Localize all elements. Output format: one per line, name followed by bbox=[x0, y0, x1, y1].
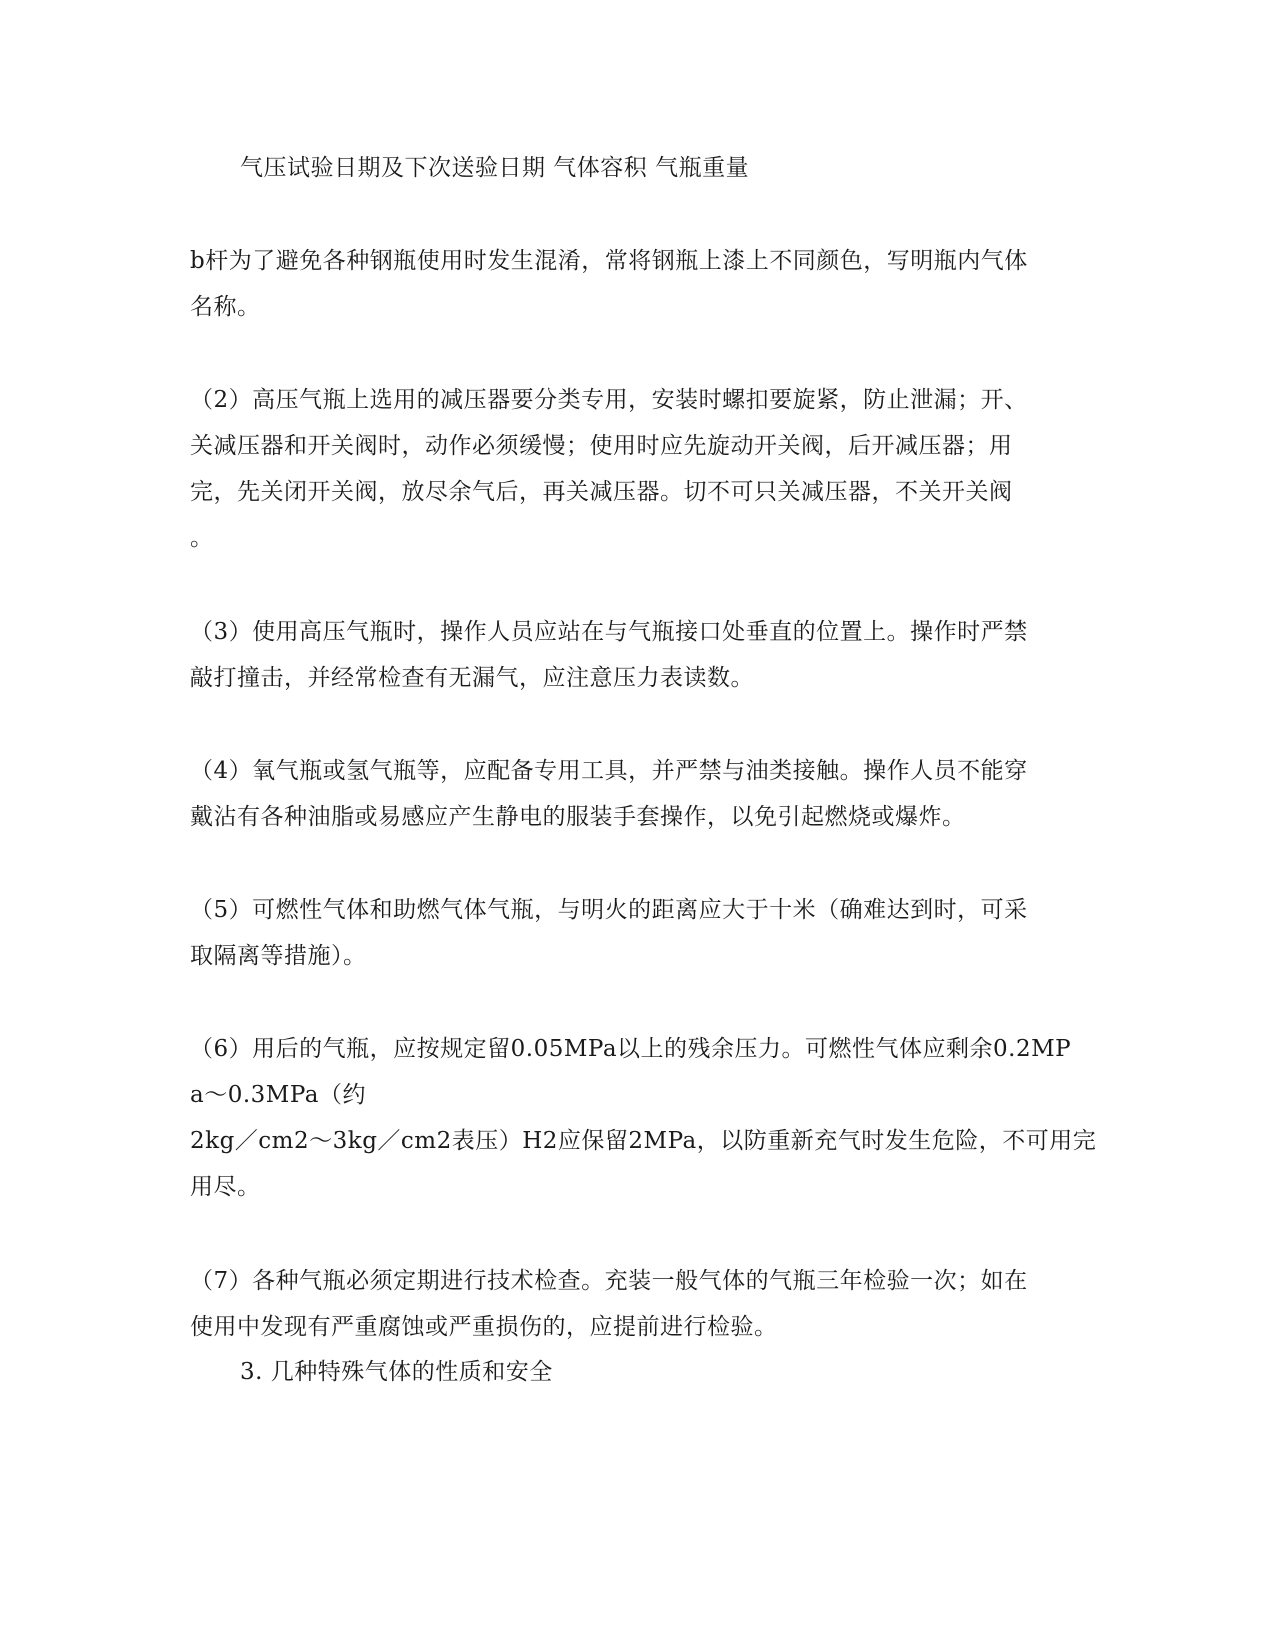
item-6-line-4: 用尽。 bbox=[190, 1174, 261, 1200]
item-3-line-1: （3）使用高压气瓶时，操作人员应站在与气瓶接口处垂直的位置上。操作时严禁 bbox=[190, 619, 1028, 645]
header-line: 气压试验日期及下次送验日期 气体容积 气瓶重量 bbox=[240, 155, 750, 181]
paragraph-b-line-1: b杆为了避免各种钢瓶使用时发生混淆，常将钢瓶上漆上不同颜色，写明瓶内气体 bbox=[190, 248, 1028, 274]
item-7-line-2: 使用中发现有严重腐蚀或严重损伤的，应提前进行检验。 bbox=[190, 1314, 778, 1340]
item-6-line-3: 2kg／cm2～3kg／cm2表压）H2应保留2MPa，以防重新充气时发生危险，不可用完 bbox=[190, 1128, 1097, 1154]
item-7-line-1: （7）各种气瓶必须定期进行技术检查。充装一般气体的气瓶三年检验一次；如在 bbox=[190, 1268, 1028, 1294]
section-3-heading: 3. 几种特殊气体的性质和安全 bbox=[240, 1359, 553, 1385]
paragraph-b-line-2: 名称。 bbox=[190, 294, 261, 320]
item-5-line-2: 取隔离等措施）。 bbox=[190, 943, 367, 969]
item-2-line-3: 完，先关闭开关阀，放尽余气后，再关减压器。切不可只关减压器，不关开关阀 bbox=[190, 479, 1013, 505]
item-4-line-2: 戴沾有各种油脂或易感应产生静电的服装手套操作，以免引起燃烧或爆炸。 bbox=[190, 804, 966, 830]
item-5-line-1: （5）可燃性气体和助燃气体气瓶，与明火的距离应大于十米（确难达到时，可采 bbox=[190, 897, 1028, 923]
item-4-line-1: （4）氧气瓶或氢气瓶等，应配备专用工具，并严禁与油类接触。操作人员不能穿 bbox=[190, 758, 1028, 784]
item-2-line-2: 关减压器和开关阀时，动作必须缓慢；使用时应先旋动开关阀，后开减压器；用 bbox=[190, 433, 1013, 459]
item-6-line-2: a～0.3MPa（约 bbox=[190, 1082, 366, 1108]
item-6-line-1: （6）用后的气瓶，应按规定留0.05MPa以上的残余压力。可燃性气体应剩余0.2MP bbox=[190, 1036, 1072, 1062]
item-2-line-1: （2）高压气瓶上选用的减压器要分类专用，安装时螺扣要旋紧，防止泄漏；开、 bbox=[190, 387, 1028, 413]
item-2-line-4: 。 bbox=[190, 525, 214, 551]
item-3-line-2: 敲打撞击，并经常检查有无漏气，应注意压力表读数。 bbox=[190, 665, 754, 691]
